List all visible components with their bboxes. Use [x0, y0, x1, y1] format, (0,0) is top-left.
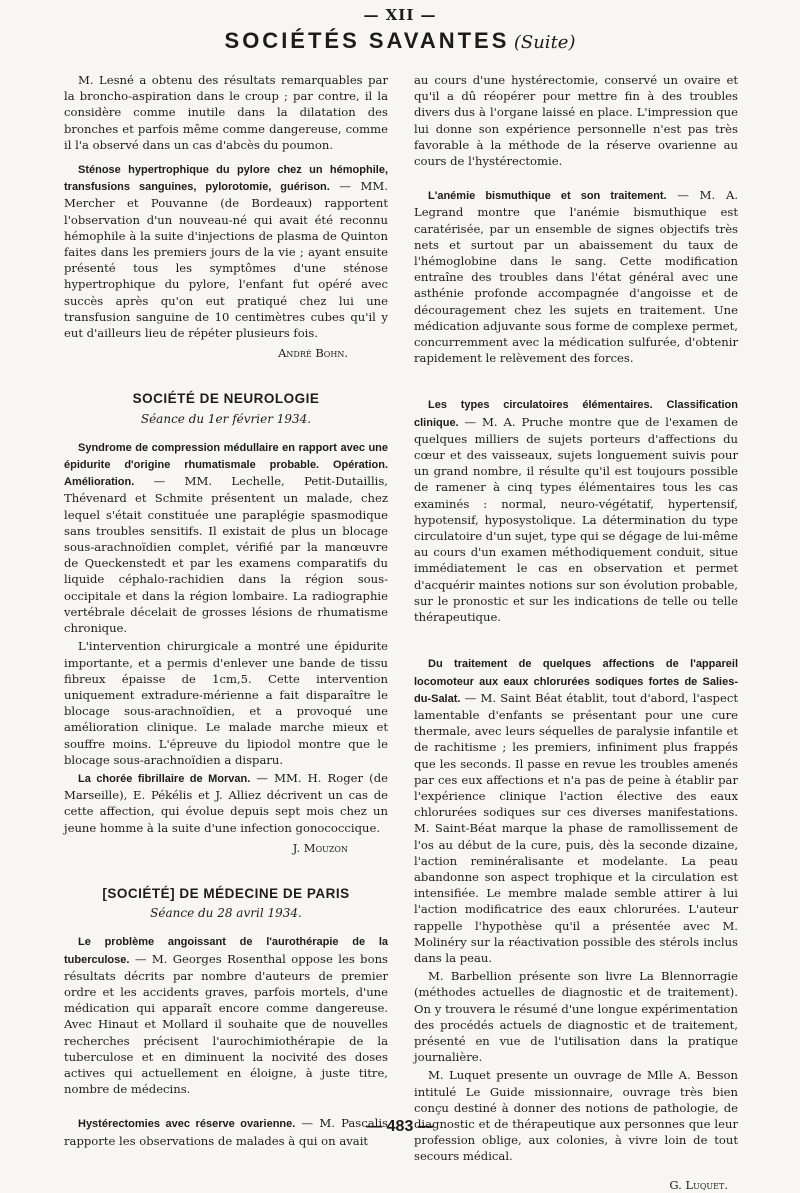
section-title: SOCIÉTÉS SAVANTES [224, 28, 510, 53]
article [414, 187, 738, 366]
article-body: — M. A. Legrand montre que l'anémie bismuthique est caratérisée, par un ensemble de signes objectifs très nets et surtout par un abaissement du taux de l'hémoglobine dans le sang. Cette modification entraîne des troubles dans l'état général avec une asthénie profonde accompagnée d'angoisse et de découragement chez les sujets en traitement. Une médication adjuvante sous forme de complexe permet, concurremment avec la médication sulfurée, d'obtenir rapidement le relèvement des forces. [414, 188, 739, 366]
article-body: — M. Saint Béat établit, tout d'abord, l'aspect lamentable d'enfants se présentant pour une cure thermale, avec leurs séquelles de paralysie infantile et de rachitisme ; les premiers, infiniment plus frappés que les seconds. Il passe en revue les troubles amenés par ces eux affections et n'a pas de peine à établir par l'expérience clinique l'action élective des eaux chlorurées sodiques sur ces diverses manifestations. M. Saint-Béat marque la phase de ramollissement de l'os au début de la cure, puis, dès la seconde dizaine, l'action reminéralisante et modelante. La peau abandonne son aspect trophique et la circulation est intensifiée. Le membre malade semble attirer à lui l'action modificatrice des eaux chlorurées. L'auteur rappelle l'hypothèse qu'il a présentée avec M. Molinéry sur la réactivation possible des stérols inclus dans la peau. [414, 690, 738, 965]
author-signature: G. Luquet. [669, 1177, 728, 1192]
article-title: La chorée fibrillaire de Morvan. [78, 772, 251, 785]
author-signature: J. Mouzon [292, 840, 348, 855]
society-heading: [SOCIÉTÉ] DE MÉDECINE DE PARIS [102, 885, 350, 901]
paragraph: L'intervention chirurgicale a montré une épidurite importante, et a permis d'enlever une bande de tissu fibreux épaisse de 1cm,5. Cette intervention uniquement extradure-mérienne a fait disparaître le blocage sous-arachnoïdien, et a provoqué une amélioration clinique. Le malade marche mieux et souffre moins. L'épreuve du lipiodol montre que le blocage sous-arachnoïdien a disparu. [64, 639, 388, 767]
article-title: Le problème angoissant de l'aurothérapie de la tuberculose. [64, 936, 388, 966]
paragraph: M. Barbellion présente son livre La Blennorragie (méthodes actuelles de diagnostic et de traitement). On y trouvera le résumé d'une longue expérimentation des procédés actuels de diagnostic et de traitement, présenté en vue de l'utilisation dans la pratique journalière. [414, 969, 738, 1065]
article-body: — MM. Mercher et Pouvanne (de Bordeaux) rapportent l'observation d'un nouveau-né qui avait été reconnu hémophile à la suite d'injections de plasma de Quinton faites dans les premiers jours de la vie ; ayant ensuite présenté tous les symptômes d'une sténose hypertrophique du pylore, l'enfant fut opéré avec succès après qu'on eut pratiqué chez lui une transfusion sanguine de 10 centimètres cubes qu'il y eut d'ailleurs lieu de répéter plusieurs fois. [64, 179, 388, 341]
article-body: — MM. Lechelle, Petit-Dutaillis, Thévenard et Schmite présentent un malade, chez lequel s'était constituée une paraplégie spasmodique sans troubles sensitifs. Il existait de plus un blocage sous-arachnoïdien complet, vérifié par la manœuvre de Queckenstedt et par les examens comparatifs du liquide céphalo-rachidien dans la région sous-occipitale et dans la région lombaire. La radiographie vertébrale décelait de grosses lésions de rhumatisme chronique. [64, 474, 388, 636]
paragraph: M. Lesné a obtenu des résultats remarquables par la broncho-aspiration dans le croup ; par contre, il la considère comme inutile dans la dilatation des bronches et parfois même comme dangereuse, comme il l'a observé dans un cas d'abcès du poumon. [64, 73, 388, 152]
article [64, 770, 388, 836]
page-number: — 483 — [366, 1118, 434, 1135]
left-column [64, 72, 388, 1149]
article [64, 439, 388, 636]
right-column [414, 72, 738, 1193]
article [414, 655, 738, 966]
seance-date: Séance du 1er février 1934. [140, 411, 312, 426]
masthead [0, 28, 800, 54]
society-heading: SOCIÉTÉ DE NEUROLOGIE [132, 391, 320, 407]
paragraph: M. Luquet presente un ouvrage de Mlle A. Besson intitulé Le Guide missionnaire, ouvrage très bien conçu destiné à donner des notions de pathologie, de diagnostic et de thérapeutique aux personnes que leur profession oblige, aux colonies, à vivre loin de tout secours médical. [414, 1068, 738, 1164]
article-body: — M. Pascalis rapporte les observations de malades à qui on avait [64, 1116, 388, 1148]
article-title: Sténose hypertrophique du pylore chez un hémophile, transfusions sanguines, pylorotomie, guérison. [64, 164, 388, 194]
seance-date: Séance du 28 avril 1934. [150, 906, 302, 921]
article-title: Syndrome de compression médullaire en rapport avec une épidurite d'origine rhumatismale probable. Opération. Amélioration. [64, 441, 388, 489]
article-title: Hystérectomies avec réserve ovarienne. [78, 1118, 296, 1131]
page-number-roman: — XII — [363, 6, 437, 24]
article-body: — M. A. Pruche montre que de l'examen de quelques milliers de sujets porteurs d'affections du cœur et des vaisseaux, sujets longuement suivis pour un grand nombre, il résulte qu'il est toujours possible de ramener à cinq types élémentaires tous les cas examinés : normal, neuro-végétatif, hypertensif, hypotensif, hyposystolique. La détermination du type circulatoire d'un sujet, type qui se dégage de lui-même au cours d'un examen méthodiquement conduit, situe immédiatement le cas en observation et permet d'acquérir maintes notions sur son évolution probable, sur le pronostic et sur les indications de telle ou telle thérapeutique. [414, 414, 738, 625]
article-body: — M. Georges Rosenthal oppose les bons résultats décrits par nombre d'auteurs de premier ordre et les accidents graves, parfois mortels, d'une médication qui apparaît encore comme dangereuse. Avec Hinaut et Mollard il souhaite que de nouvelles recherches précisent l'aurochimiothérapie de la tuberculose et en diminuent la nocivité des doses actives qui actuellement en éloigne, à juste titre, nombre de médecins. [64, 951, 388, 1097]
section-subtitle: (Suite) [513, 32, 576, 53]
article-title: Les types circulatoires élémentaires. Classification clinique. [414, 399, 738, 429]
paragraph: au cours d'une hystérectomie, conservé un ovaire et qu'il a dû réopérer pour mettre fin à des troubles divers dus à l'organe laissé en place. L'impression que lui donne son expérience personnelle n'est pas très favorable à la méthode de la réserve ovarienne au cours de l'hystérectomie. [414, 73, 738, 169]
article-title: L'anémie bismuthique et son traitement. [428, 190, 667, 203]
article-body: — MM. H. Roger (de Marseille), E. Pékélis et J. Alliez décrivent un cas de cette affection, qui évolue depuis sept mois chez un jeune homme à la suite d'une infection gonococcique. [64, 770, 388, 835]
article-title: Du traitement de quelques affections de l'appareil locomoteur aux eaux chlorurées sodiques fortes de Salies-du-Salat. [414, 658, 738, 705]
author-signature: André Bohn. [278, 346, 348, 361]
article [414, 396, 738, 625]
article [64, 933, 388, 1097]
article [64, 161, 388, 341]
